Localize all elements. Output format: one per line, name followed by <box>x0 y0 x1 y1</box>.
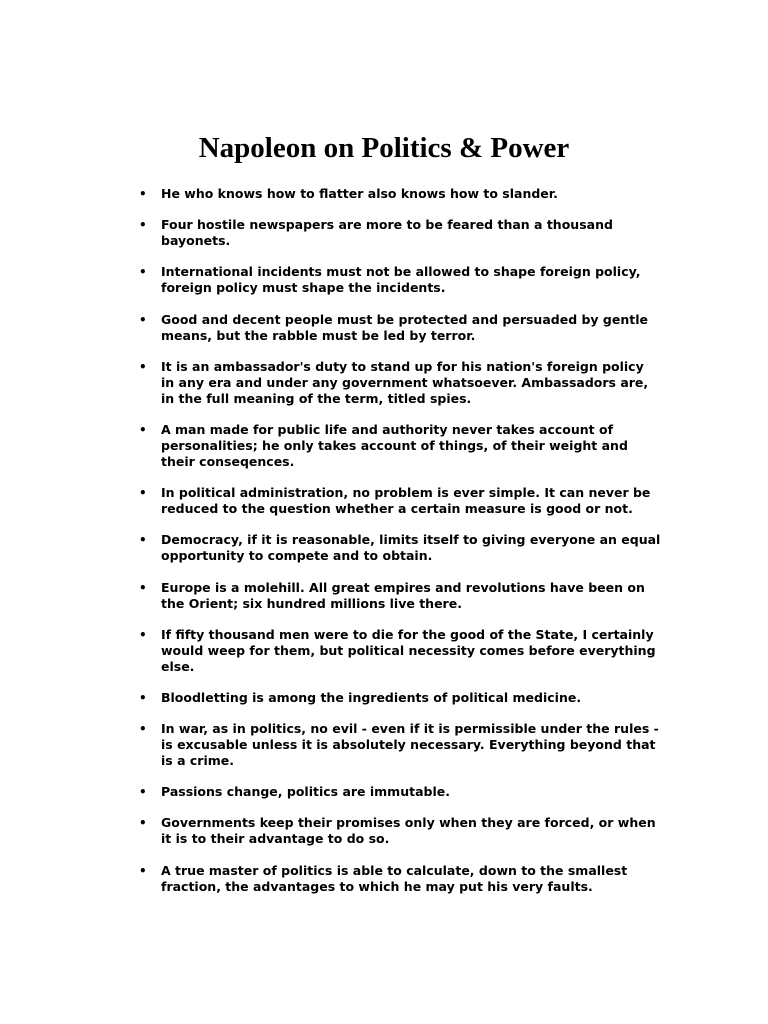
quote-text: A true master of politics is able to calculate, down to the smallest fraction, the advantages to which he may put his very faults. <box>161 862 628 894</box>
bullet-icon: • <box>139 580 147 595</box>
page-title: Napoleon on Politics & Power <box>198 132 570 164</box>
bullet-icon: • <box>139 785 147 800</box>
list-item <box>139 784 661 800</box>
quote-text: In political administration, no problem is ever simple. It can never be reduced to the question whether a certain measure is good or not. <box>161 485 651 517</box>
bullet-icon: • <box>139 359 147 374</box>
list-item <box>139 579 661 612</box>
quote-text: Democracy, if it is reasonable, limits itself to giving everyone an equal opportunity to compete and to obtain. <box>161 532 661 564</box>
list-item <box>139 485 661 517</box>
quote-text: Governments keep their promises only when they are forced, or when it is to their advantage to do so. <box>161 815 656 847</box>
bullet-icon: • <box>139 265 147 280</box>
list-item <box>139 721 661 769</box>
quote-text: Bloodletting is among the ingredients of political medicine. <box>161 689 582 705</box>
bullet-icon: • <box>139 218 147 233</box>
bullet-icon: • <box>139 690 147 705</box>
list-item <box>139 358 661 407</box>
list-item <box>139 626 661 675</box>
bullet-icon: • <box>139 863 147 878</box>
quote-text: Four hostile newspapers are more to be feared than a thousand bayonets. <box>161 217 613 249</box>
bullet-icon: • <box>139 627 147 642</box>
quote-text: International incidents must not be allowed to shape foreign policy, foreign policy must shape the incidents. <box>161 264 641 296</box>
quote-text: It is an ambassador's duty to stand up for his nation's foreign policy in any era and under any government whatsoever. Ambassadors are, in the full meaning of the term, titled spies. <box>161 358 649 406</box>
quote-text: If fifty thousand men were to die for the good of the State, I certainly would weep for them, but political necessity comes before everything else. <box>161 626 656 674</box>
bullet-icon: • <box>139 722 147 737</box>
list-item <box>139 421 661 470</box>
quote-text: Europe is a molehill. All great empires and revolutions have been on the Orient; six hundred millions live there. <box>161 579 645 611</box>
list-item <box>139 264 661 296</box>
quote-text: He who knows how to flatter also knows how to slander. <box>161 186 558 201</box>
quote-text: Passions change, politics are immutable. <box>161 784 450 800</box>
list-item <box>139 217 661 249</box>
quote-text: Good and decent people must be protected and persuaded by gentle means, but the rabble must be led by terror. <box>161 311 648 343</box>
bullet-icon: • <box>139 816 147 831</box>
quote-text: A man made for public life and authority never takes account of personalities; he only takes account of things, of their weight and their conseqences. <box>161 421 628 469</box>
bullet-icon: • <box>139 312 147 327</box>
list-item <box>139 689 661 706</box>
list-item <box>139 532 661 564</box>
list-item <box>139 186 661 202</box>
bullet-icon: • <box>139 533 147 548</box>
quote-text: In war, as in politics, no evil - even if it is permissible under the rules - is excusable unless it is absolutely necessary. Everything beyond that is a crime. <box>161 721 659 769</box>
bullet-icon: • <box>139 187 147 201</box>
list-item <box>139 862 661 895</box>
bullet-icon: • <box>139 486 147 501</box>
list-item <box>139 815 661 847</box>
list-item <box>139 311 661 344</box>
bullet-icon: • <box>139 422 147 437</box>
quote-list <box>139 186 661 910</box>
